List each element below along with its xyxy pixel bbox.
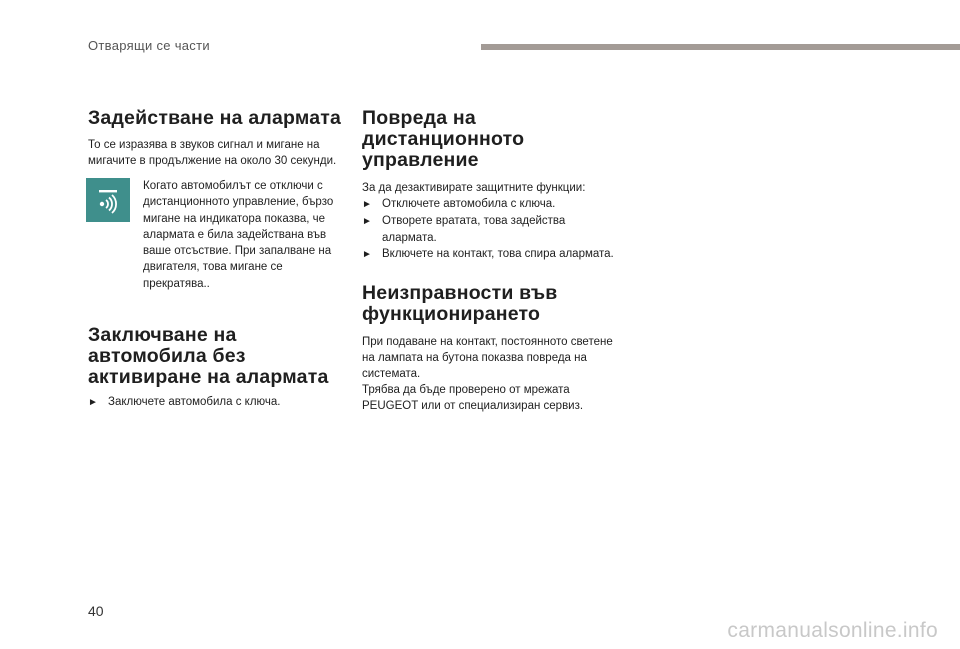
header-bar bbox=[481, 44, 960, 50]
paragraph-remote-intro: За да дезактивирате защитните функции: bbox=[362, 182, 586, 194]
heading-remote-failure: Повреда на дистанционното управление bbox=[362, 107, 525, 171]
bullet-text: Включете на контакт, това спира алармата. bbox=[382, 247, 614, 260]
left-column bbox=[88, 108, 348, 411]
heading-lock-without-alarm: Заключване на автомобила без активиране на алармата bbox=[88, 324, 329, 389]
list-item bbox=[88, 394, 348, 411]
info-note bbox=[88, 178, 348, 292]
list-item bbox=[362, 196, 622, 213]
section-title: Отварящи се части bbox=[88, 38, 210, 53]
paragraph-malfunctions: При подаване на контакт, постоянното светене на лампата на бутона показва повреда на системата. bbox=[362, 336, 613, 381]
list-item bbox=[362, 213, 622, 246]
list-item bbox=[362, 246, 622, 263]
page-number: 40 bbox=[88, 603, 104, 619]
bullet-text: Отключете автомобила с ключа. bbox=[382, 198, 556, 210]
alarm-indicator-icon bbox=[86, 178, 130, 222]
heading-alarm-triggering: Задействане на алармата bbox=[88, 107, 342, 129]
watermark: carmanualsonline.info bbox=[727, 619, 938, 642]
bullet-text: Заключете автомобила с ключа. bbox=[108, 396, 281, 409]
heading-malfunctions: Неизправности във функционирането bbox=[362, 282, 558, 326]
right-column bbox=[362, 108, 622, 414]
bullet-text: Отворете вратата, това задейства алармата. bbox=[382, 215, 566, 244]
note-text: Когато автомобилът се отключи с дистанционното управление, бързо мигане на индикатора показва, че алармата е била задействана във ваше отсъствие. При запалване на двигателя, това мигане се прекратява.. bbox=[143, 180, 334, 290]
bullet-arrow-icon: ► bbox=[88, 397, 98, 409]
paragraph-alarm-triggering: То се изразява в звуков сигнал и мигане на мигачите в продължение на около 30 секунди. bbox=[88, 139, 337, 167]
paragraph-service: Трябва да бъде проверено от мрежата PEUGEOT или от специализиран сервиз. bbox=[362, 384, 584, 413]
bullet-arrow-icon: ► bbox=[362, 199, 372, 210]
bullet-arrow-icon: ► bbox=[362, 248, 372, 260]
bullet-arrow-icon: ► bbox=[362, 216, 372, 228]
